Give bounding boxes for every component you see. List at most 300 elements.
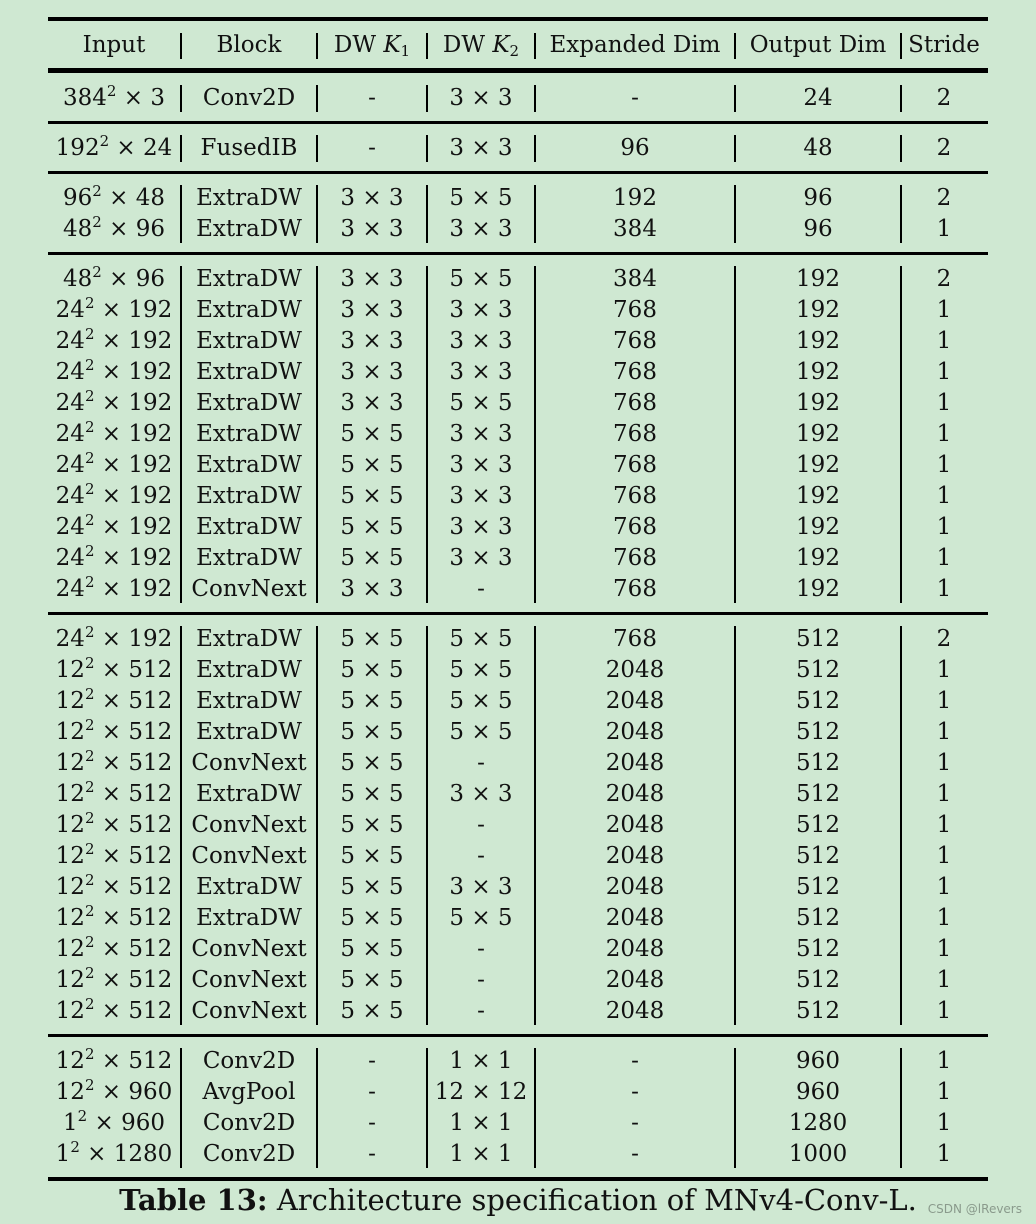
cell-expanded-dim: -	[631, 1141, 639, 1167]
input-channels: 512	[128, 905, 173, 931]
header-expanded-dim: Expanded Dim	[549, 32, 721, 58]
column-separator	[426, 85, 428, 112]
column-separator	[180, 1048, 182, 1168]
cell-block: Conv2D	[202, 1048, 296, 1074]
header-separator	[426, 33, 428, 59]
cell-expanded-dim: 2048	[605, 688, 665, 714]
cell-stride: 1	[936, 1141, 952, 1167]
cell-dw-k2: 3 × 3	[449, 483, 513, 509]
cell-expanded-dim: 768	[613, 452, 657, 478]
input-channels: 192	[128, 328, 173, 354]
cell-input	[48, 326, 180, 357]
cell-input	[48, 779, 180, 810]
cell-dw-k1: 5 × 5	[340, 936, 404, 962]
input-resolution: 384	[63, 85, 107, 111]
cell-output-dim: 192	[796, 514, 840, 540]
cell-dw-k1: 5 × 5	[340, 688, 404, 714]
cell-output-dim: 192	[796, 297, 840, 323]
column-separator	[316, 85, 318, 112]
cell-dw-k1: 3 × 3	[340, 185, 404, 211]
input-resolution: 12	[55, 750, 85, 776]
times-sign: ×	[94, 688, 129, 714]
cell-stride: 2	[936, 266, 952, 292]
cell-dw-k1: 5 × 5	[340, 905, 404, 931]
square-exponent: 2	[84, 325, 95, 343]
input-channels: 24	[143, 135, 173, 161]
cell-block: ExtraDW	[196, 545, 302, 571]
cell-stride: 1	[936, 688, 952, 714]
cell-expanded-dim: 768	[613, 514, 657, 540]
cell-output-dim: 192	[796, 545, 840, 571]
cell-input	[48, 810, 180, 841]
cell-input	[48, 133, 180, 164]
cell-stride: 1	[936, 998, 952, 1024]
input-resolution: 24	[55, 626, 85, 652]
cell-input	[48, 748, 180, 779]
cell-expanded-dim: 768	[613, 576, 657, 602]
cell-output-dim: 512	[796, 998, 840, 1024]
cell-expanded-dim: 2048	[605, 657, 665, 683]
times-sign: ×	[101, 216, 136, 242]
column-separator	[316, 185, 318, 243]
cell-output-dim: 192	[796, 359, 840, 385]
cell-output-dim: 512	[796, 967, 840, 993]
times-sign: ×	[94, 750, 129, 776]
square-exponent: 2	[84, 778, 95, 796]
input-channels: 192	[128, 390, 173, 416]
column-separator	[180, 626, 182, 1025]
cell-dw-k1: 3 × 3	[340, 576, 404, 602]
cell-block: ExtraDW	[196, 905, 302, 931]
cell-output-dim: 192	[796, 390, 840, 416]
cell-expanded-dim: 384	[613, 266, 657, 292]
cell-output-dim: 192	[796, 452, 840, 478]
times-sign: ×	[94, 812, 129, 838]
cell-block: ExtraDW	[196, 657, 302, 683]
input-resolution: 24	[55, 328, 85, 354]
cell-input	[48, 1046, 180, 1077]
cell-block: AvgPool	[202, 1079, 296, 1105]
column-separator	[534, 85, 536, 112]
cell-input	[48, 388, 180, 419]
input-channels: 192	[128, 297, 173, 323]
times-sign: ×	[94, 781, 129, 807]
header-separator	[900, 33, 902, 59]
cell-dw-k1: 5 × 5	[340, 967, 404, 993]
times-sign: ×	[94, 719, 129, 745]
cell-dw-k1: 3 × 3	[340, 328, 404, 354]
times-sign: ×	[94, 359, 129, 385]
cell-output-dim: 512	[796, 874, 840, 900]
cell-output-dim: 192	[796, 483, 840, 509]
cell-block: ExtraDW	[196, 719, 302, 745]
input-channels: 3	[150, 85, 165, 111]
cell-input	[48, 624, 180, 655]
input-resolution: 192	[55, 135, 100, 161]
cell-dw-k2: -	[477, 812, 485, 838]
column-separator	[734, 185, 736, 243]
column-separator	[734, 135, 736, 162]
cell-dw-k2: 12 × 12	[434, 1079, 528, 1105]
cell-dw-k2: 3 × 3	[449, 545, 513, 571]
cell-dw-k1: -	[368, 1141, 376, 1167]
input-resolution: 1	[55, 1141, 71, 1167]
cell-expanded-dim: -	[631, 1079, 639, 1105]
top-rule	[48, 17, 988, 21]
input-resolution: 24	[55, 514, 85, 540]
cell-block: ExtraDW	[196, 185, 302, 211]
square-exponent: 2	[84, 418, 95, 436]
times-sign: ×	[94, 421, 129, 447]
input-resolution: 24	[55, 452, 85, 478]
cell-expanded-dim: 768	[613, 297, 657, 323]
input-channels: 512	[128, 874, 173, 900]
cell-dw-k2: -	[477, 843, 485, 869]
square-exponent: 2	[84, 1045, 95, 1063]
cell-input	[48, 903, 180, 934]
cell-stride: 2	[936, 135, 952, 161]
cell-output-dim: 1280	[788, 1110, 848, 1136]
column-separator	[900, 626, 902, 1025]
cell-dw-k2: 1 × 1	[449, 1141, 513, 1167]
header-dw-k1-prefix: DW	[333, 32, 377, 58]
input-channels: 512	[128, 812, 173, 838]
column-separator	[180, 185, 182, 243]
column-separator	[316, 626, 318, 1025]
cell-dw-k2: 3 × 3	[449, 781, 513, 807]
header-dw-k1-sub: 1	[400, 42, 411, 60]
square-exponent: 2	[106, 82, 117, 100]
input-resolution: 1	[63, 1110, 78, 1136]
input-channels: 192	[128, 421, 173, 447]
input-channels: 192	[128, 359, 173, 385]
cell-stride: 2	[936, 85, 952, 111]
input-resolution: 24	[55, 359, 85, 385]
column-separator	[734, 266, 736, 603]
input-channels: 96	[135, 266, 165, 292]
column-separator	[900, 135, 902, 162]
cell-input	[48, 512, 180, 543]
column-separator	[316, 135, 318, 162]
input-resolution: 12	[55, 936, 85, 962]
times-sign: ×	[94, 843, 129, 869]
square-exponent: 2	[84, 871, 95, 889]
input-channels: 512	[128, 967, 173, 993]
cell-stride: 1	[936, 514, 952, 540]
cell-dw-k2: 3 × 3	[449, 421, 513, 447]
cell-expanded-dim: -	[631, 1110, 639, 1136]
times-sign: ×	[101, 266, 136, 292]
column-separator	[316, 266, 318, 603]
cell-stride: 1	[936, 874, 952, 900]
input-channels: 512	[128, 781, 173, 807]
input-channels: 192	[128, 545, 173, 571]
column-separator	[316, 1048, 318, 1168]
column-separator	[734, 85, 736, 112]
cell-output-dim: 192	[796, 266, 840, 292]
cell-block: ExtraDW	[196, 874, 302, 900]
cell-dw-k2: 3 × 3	[449, 452, 513, 478]
cell-block: ExtraDW	[196, 514, 302, 540]
cell-expanded-dim: 2048	[605, 905, 665, 931]
cell-block: ConvNext	[191, 967, 307, 993]
input-channels: 192	[128, 514, 173, 540]
cell-input	[48, 450, 180, 481]
times-sign: ×	[94, 1079, 129, 1105]
cell-stride: 1	[936, 781, 952, 807]
cell-dw-k1: 5 × 5	[340, 483, 404, 509]
cell-dw-k2: -	[477, 936, 485, 962]
input-resolution: 24	[55, 545, 85, 571]
cell-output-dim: 96	[803, 185, 833, 211]
square-exponent: 2	[99, 132, 110, 150]
square-exponent: 2	[84, 654, 95, 672]
cell-expanded-dim: 768	[613, 545, 657, 571]
cell-stride: 1	[936, 390, 952, 416]
cell-input	[48, 1139, 180, 1170]
times-sign: ×	[94, 657, 129, 683]
cell-input	[48, 934, 180, 965]
watermark: CSDN @lRevers	[927, 1202, 1022, 1216]
cell-dw-k1: 5 × 5	[340, 998, 404, 1024]
header-dw-k2-var: K	[492, 32, 510, 58]
cell-expanded-dim: 2048	[605, 719, 665, 745]
column-separator	[534, 266, 536, 603]
input-channels: 192	[128, 576, 173, 602]
cell-dw-k2: 3 × 3	[449, 135, 513, 161]
cell-expanded-dim: 2048	[605, 812, 665, 838]
cell-block: ConvNext	[191, 750, 307, 776]
header-stride: Stride	[908, 32, 980, 58]
header-dw-k2-sub: 2	[509, 42, 520, 60]
input-channels: 48	[135, 185, 165, 211]
column-separator	[900, 185, 902, 243]
caption-label: Table 13:	[119, 1183, 268, 1217]
cell-dw-k2: 1 × 1	[449, 1048, 513, 1074]
cell-stride: 1	[936, 216, 952, 242]
cell-dw-k1: -	[368, 1048, 376, 1074]
input-resolution: 12	[55, 843, 85, 869]
cell-stride: 1	[936, 1110, 952, 1136]
cell-expanded-dim: 2048	[605, 936, 665, 962]
input-resolution: 48	[62, 266, 93, 292]
cell-dw-k2: 5 × 5	[449, 626, 513, 652]
square-exponent: 2	[92, 263, 102, 281]
input-resolution: 24	[55, 576, 85, 602]
cell-block: Conv2D	[202, 85, 296, 111]
square-exponent: 2	[84, 542, 95, 560]
cell-dw-k2: 5 × 5	[449, 657, 513, 683]
column-separator	[426, 135, 428, 162]
cell-block: ConvNext	[191, 936, 307, 962]
cell-dw-k2: 5 × 5	[449, 390, 513, 416]
cell-stride: 1	[936, 812, 952, 838]
input-channels: 512	[128, 688, 173, 714]
cell-dw-k2: 3 × 3	[449, 85, 513, 111]
column-separator	[426, 1048, 428, 1168]
cell-input	[48, 264, 180, 295]
cell-stride: 1	[936, 1079, 952, 1105]
group-rule	[48, 171, 988, 174]
cell-dw-k2: 3 × 3	[449, 514, 513, 540]
header-rule	[48, 68, 988, 73]
cell-dw-k2: 1 × 1	[449, 1110, 513, 1136]
cell-stride: 1	[936, 905, 952, 931]
cell-expanded-dim: 768	[613, 359, 657, 385]
input-resolution: 12	[55, 812, 85, 838]
cell-dw-k1: -	[368, 1110, 376, 1136]
cell-output-dim: 192	[796, 328, 840, 354]
cell-expanded-dim: 768	[613, 390, 657, 416]
cell-block: ConvNext	[191, 812, 307, 838]
input-channels: 512	[128, 998, 173, 1024]
times-sign: ×	[94, 545, 129, 571]
square-exponent: 2	[84, 1076, 95, 1094]
header-block: Block	[216, 32, 282, 58]
cell-stride: 2	[936, 626, 952, 652]
cell-stride: 1	[936, 545, 952, 571]
cell-dw-k1: 3 × 3	[340, 216, 404, 242]
cell-stride: 2	[936, 185, 952, 211]
table-caption	[0, 1180, 1036, 1220]
times-sign: ×	[109, 135, 144, 161]
header-output-dim: Output Dim	[749, 32, 887, 58]
input-channels: 960	[121, 1110, 165, 1136]
cell-block: Conv2D	[202, 1141, 296, 1167]
cell-stride: 1	[936, 483, 952, 509]
cell-expanded-dim: 768	[613, 421, 657, 447]
cell-dw-k1: -	[368, 85, 376, 111]
cell-dw-k2: -	[477, 576, 485, 602]
header-separator	[316, 33, 318, 59]
square-exponent: 2	[92, 182, 102, 200]
input-resolution: 12	[55, 688, 85, 714]
cell-block: ExtraDW	[196, 483, 302, 509]
cell-dw-k1: 5 × 5	[340, 781, 404, 807]
cell-dw-k1: 5 × 5	[340, 514, 404, 540]
cell-expanded-dim: 2048	[605, 843, 665, 869]
input-resolution: 12	[55, 781, 85, 807]
column-separator	[426, 266, 428, 603]
cell-output-dim: 512	[796, 936, 840, 962]
cell-input	[48, 357, 180, 388]
input-resolution: 12	[55, 998, 85, 1024]
header-separator	[180, 33, 182, 59]
cell-input	[48, 717, 180, 748]
cell-input	[48, 83, 180, 114]
column-separator	[534, 185, 536, 243]
header-input: Input	[82, 32, 146, 58]
times-sign: ×	[94, 483, 129, 509]
cell-block: Conv2D	[202, 1110, 296, 1136]
cell-dw-k1: 5 × 5	[340, 626, 404, 652]
cell-block: ExtraDW	[196, 688, 302, 714]
times-sign: ×	[87, 1110, 122, 1136]
cell-block: ExtraDW	[196, 626, 302, 652]
cell-dw-k2: 5 × 5	[449, 266, 513, 292]
cell-block: ExtraDW	[196, 452, 302, 478]
cell-input	[48, 1077, 180, 1108]
column-separator	[900, 266, 902, 603]
cell-dw-k2: 3 × 3	[449, 297, 513, 323]
cell-expanded-dim: -	[631, 85, 639, 111]
cell-input	[48, 996, 180, 1027]
cell-block: ConvNext	[191, 576, 307, 602]
column-separator	[180, 85, 182, 112]
input-channels: 1280	[113, 1141, 173, 1167]
square-exponent: 2	[84, 623, 95, 641]
cell-output-dim: 512	[796, 719, 840, 745]
cell-output-dim: 512	[796, 843, 840, 869]
square-exponent: 2	[84, 964, 95, 982]
input-resolution: 12	[55, 657, 85, 683]
cell-dw-k2: -	[477, 967, 485, 993]
cell-output-dim: 192	[796, 576, 840, 602]
cell-stride: 1	[936, 328, 952, 354]
column-separator	[426, 185, 428, 243]
cell-dw-k2: 3 × 3	[449, 216, 513, 242]
times-sign: ×	[94, 936, 129, 962]
cell-output-dim: 512	[796, 688, 840, 714]
input-resolution: 12	[55, 905, 85, 931]
times-sign: ×	[94, 905, 129, 931]
cell-output-dim: 512	[796, 812, 840, 838]
cell-output-dim: 1000	[788, 1141, 848, 1167]
caption-text: Architecture specification of MNv4-Conv-L.	[276, 1183, 917, 1217]
square-exponent: 2	[77, 1107, 88, 1125]
cell-stride: 1	[936, 657, 952, 683]
square-exponent: 2	[84, 511, 95, 529]
cell-input	[48, 295, 180, 326]
cell-input	[48, 183, 180, 214]
cell-dw-k1: 5 × 5	[340, 657, 404, 683]
cell-dw-k1: 5 × 5	[340, 545, 404, 571]
cell-block: ExtraDW	[196, 328, 302, 354]
cell-block: ExtraDW	[196, 781, 302, 807]
input-resolution: 24	[55, 297, 85, 323]
cell-dw-k1: 5 × 5	[340, 812, 404, 838]
header-dw-k1-var: K	[383, 32, 401, 58]
cell-dw-k1: 5 × 5	[340, 452, 404, 478]
cell-stride: 1	[936, 719, 952, 745]
cell-dw-k2: 5 × 5	[449, 905, 513, 931]
times-sign: ×	[94, 998, 129, 1024]
cell-dw-k1: 3 × 3	[340, 297, 404, 323]
cell-block: ConvNext	[191, 843, 307, 869]
cell-output-dim: 24	[803, 85, 833, 111]
column-separator	[734, 626, 736, 1025]
cell-block: ExtraDW	[196, 359, 302, 385]
cell-dw-k2: -	[477, 750, 485, 776]
cell-stride: 1	[936, 750, 952, 776]
cell-dw-k2: 5 × 5	[449, 719, 513, 745]
cell-stride: 1	[936, 297, 952, 323]
times-sign: ×	[94, 452, 129, 478]
header-dw-k2-prefix: DW	[442, 32, 486, 58]
cell-stride: 1	[936, 843, 952, 869]
cell-stride: 1	[936, 936, 952, 962]
input-resolution: 24	[55, 390, 85, 416]
cell-input	[48, 214, 180, 245]
cell-stride: 1	[936, 359, 952, 385]
times-sign: ×	[94, 297, 129, 323]
square-exponent: 2	[84, 294, 95, 312]
times-sign: ×	[94, 874, 129, 900]
cell-block: ExtraDW	[196, 390, 302, 416]
cell-stride: 1	[936, 967, 952, 993]
input-resolution: 48	[62, 216, 93, 242]
cell-stride: 1	[936, 576, 952, 602]
